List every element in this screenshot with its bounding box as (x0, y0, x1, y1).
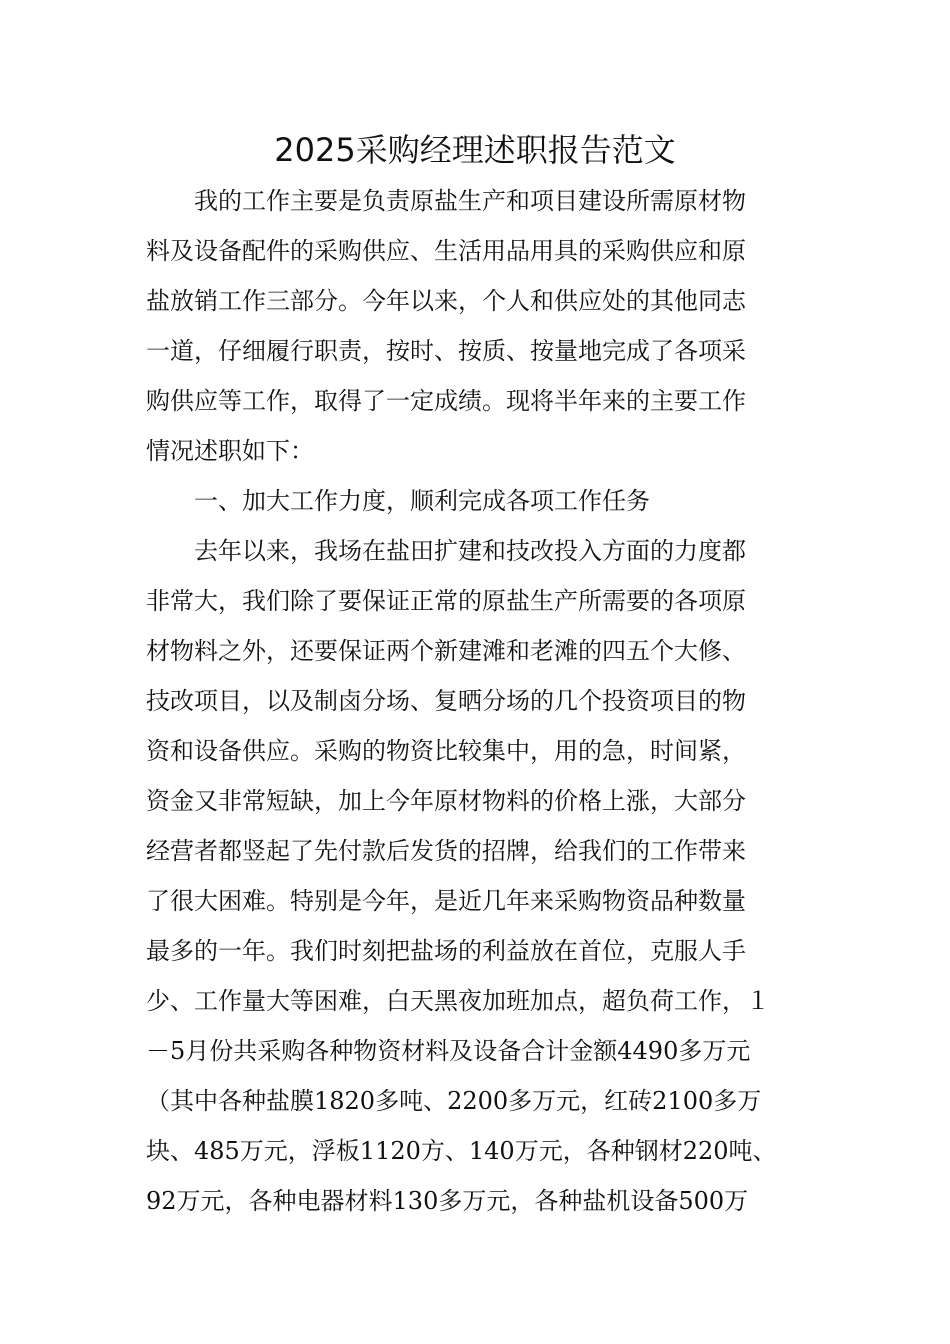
document-body (146, 176, 826, 1226)
paragraph-intro: 我的工作主要是负责原盐生产和项目建设所需原材物 料及设备配件的采购供应、生活用品用具的采购供应和原 盐放销工作三部分。今年以来，个人和供应处的其他同志 一道，仔细履行职责，按时、按质、按量地完成了各项采 购供应等工作，取得了一定成绩。现将半年来的主要工作 情况述职如下： (146, 187, 746, 465)
section-heading-1: 一、加大工作力度，顺利完成各项工作任务 (146, 487, 650, 515)
document-title: 2025采购经理述职报告范文 (274, 131, 676, 169)
paragraph-section-1: 去年以来，我场在盐田扩建和技改投入方面的力度都 非常大，我们除了要保证正常的原盐生产所需要的各项原 材物料之外，还要保证两个新建滩和老滩的四五个大修、 技改项目，以及制卤分场、复晒分场的几个投资项目的物 资和设备供应。采购的物资比较集中，用的急，时间紧， 资金又非常短缺，加上今年原材物料的价格上涨，大部分 经营者都竖起了先付款后发货的招牌，给我们的工作带来 了很大困难。特别是今年，是近几年来采购物资品种数量 最多的一年。我们时刻把盐场的利益放在首位，克服人手 少、工作量大等困难，白天黑夜加班加点，超负荷工作，１ －5月份共采购各种物资材料及设备合计金额4490多万元 （其中各种盐膜1820多吨、2200多万元，红砖2100多万 块、485万元，浮板1120方、140万元，各种钢材220吨、 92万元，各种电器材料130多万元，各种盐机设备500万 (146, 537, 777, 1215)
